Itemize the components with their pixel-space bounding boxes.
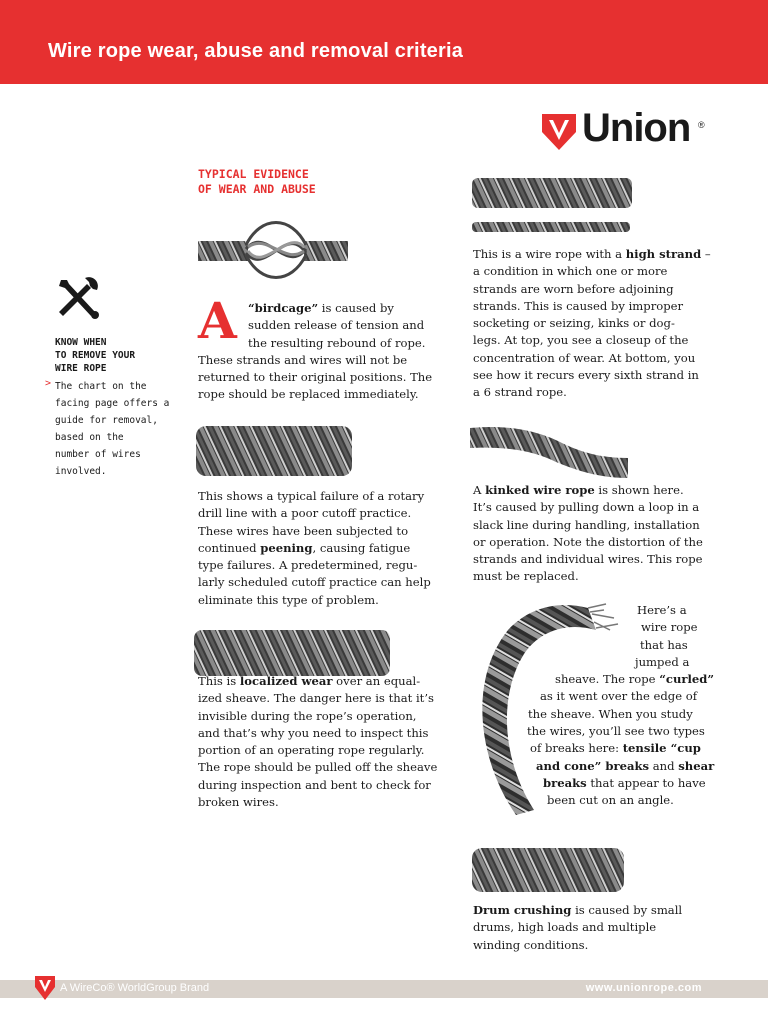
text-line: of breaks here:	[530, 741, 623, 756]
text-line: that appear to have	[586, 775, 706, 790]
text-line: Here’s a	[637, 603, 687, 617]
text-line: strands are worn before adjoining	[473, 281, 674, 296]
text-line: jumped a	[635, 654, 690, 669]
text-line: winding conditions.	[473, 937, 589, 952]
text-line: rope should be replaced immediately.	[198, 387, 419, 402]
text-line: the sheave. When you study	[528, 706, 693, 721]
text-line: and that’s why you need to inspect this	[198, 725, 429, 740]
footer-shield-icon	[34, 975, 56, 1001]
sidebar-note	[45, 276, 170, 477]
text-line: strands and individual wires. This rope	[473, 552, 703, 567]
sidebar-text-line: The chart on the	[55, 381, 147, 392]
footer-url[interactable]: www.unionrope.com	[585, 982, 702, 994]
section-heading	[198, 167, 378, 197]
chevron-right-icon: >	[45, 378, 52, 389]
text-line: the wires, you’ll see two types	[527, 724, 705, 739]
text-line: is caused by small	[571, 903, 683, 917]
text-line: It’s caused by pulling down a loop in a	[473, 500, 700, 515]
union-shield-icon	[540, 112, 578, 152]
text-line: is shown here.	[594, 483, 684, 497]
cup-cone-term: and cone” breaks	[536, 758, 650, 773]
text-line: invisible during the rope’s operation,	[198, 708, 417, 723]
text-line: sudden release of tension and	[248, 318, 425, 333]
text-line: been cut on an angle.	[547, 793, 674, 808]
text-line: type failures. A predetermined, regu-	[198, 558, 418, 573]
text-line: broken wires.	[198, 795, 279, 810]
kinked-rope-term: kinked wire rope	[485, 483, 595, 497]
localized-wear-term: localized wear	[239, 674, 333, 688]
drop-cap: A	[198, 291, 237, 350]
localized-wear-rope-image	[194, 628, 390, 678]
text-line: These strands and wires will not be	[198, 352, 408, 367]
text-line: continued	[198, 540, 261, 555]
high-strand-text	[473, 246, 743, 402]
text-line: must be replaced.	[473, 569, 579, 584]
text-line: A	[473, 483, 486, 497]
peening-term: peening	[260, 540, 313, 555]
kinked-rope-image	[470, 418, 628, 480]
text-line: –	[701, 247, 711, 261]
sidebar-title-line: KNOW WHEN	[55, 337, 107, 348]
text-line: legs. At top, you see a closeup of the	[473, 333, 689, 348]
drum-crushing-rope-image	[472, 846, 624, 894]
text-line: a 6 strand rope.	[473, 385, 567, 400]
sidebar-title	[55, 336, 165, 375]
page-footer	[0, 980, 768, 998]
shear-term: shear	[678, 758, 715, 773]
birdcage-term: “birdcage”	[248, 301, 319, 315]
text-line: or operation. Note the distortion of the	[473, 534, 703, 549]
birdcage-text	[198, 300, 448, 404]
sidebar-text-line: guide for removal,	[55, 415, 158, 426]
tools-icon	[55, 276, 103, 322]
text-line: drill line with a poor cutoff practice.	[198, 506, 412, 521]
text-line: drums, high loads and multiple	[473, 920, 657, 935]
section-heading-line1: TYPICAL EVIDENCE	[198, 167, 309, 181]
text-line: slack line during handling, installation	[473, 517, 700, 532]
drum-crushing-term: Drum crushing	[473, 903, 572, 917]
text-line: wire rope	[641, 620, 698, 635]
sidebar-title-line: TO REMOVE YOUR	[55, 350, 136, 361]
drum-crushing-text	[473, 902, 743, 954]
footer-brand-text: A WireCo® WorldGroup Brand	[60, 982, 210, 994]
text-line: is caused by	[318, 301, 394, 315]
text-line: portion of an operating rope regularly.	[198, 743, 425, 758]
text-line: sheave. The rope	[555, 672, 660, 687]
text-line: during inspection and bent to check for	[198, 777, 431, 792]
text-line: eliminate this type of problem.	[198, 592, 379, 607]
text-line: larly scheduled cutoff practice can help	[198, 575, 431, 590]
sidebar-title-line: WIRE ROPE	[55, 363, 107, 374]
sidebar-text-line: involved.	[55, 466, 107, 477]
text-line: concentration of wear. At bottom, you	[473, 350, 696, 365]
brand-name: Union	[582, 106, 691, 150]
tensile-term: tensile “cup	[622, 741, 701, 756]
birdcage-rope-image	[196, 215, 348, 283]
text-line: as it went over the edge of	[540, 689, 698, 704]
high-strand-full-image	[472, 220, 630, 234]
sidebar-text	[55, 378, 170, 480]
text-line: strands. This is caused by improper	[473, 298, 684, 313]
sidebar-text-line: based on the	[55, 432, 124, 443]
page-title: Wire rope wear, abuse and removal criteria	[48, 40, 464, 62]
text-line: This is	[198, 674, 240, 688]
text-line: This shows a typical failure of a rotary	[198, 489, 425, 503]
text-line: , causing fatigue	[312, 540, 411, 555]
curled-term: “curled”	[659, 672, 715, 687]
text-line: This is a wire rope with a	[473, 247, 626, 261]
brand-registered: ®	[698, 120, 705, 130]
kinked-rope-text	[473, 482, 743, 586]
text-line: returned to their original positions. The	[198, 370, 433, 385]
text-line: that has	[640, 637, 688, 652]
text-line: and	[649, 758, 679, 773]
drill-line-text	[198, 488, 448, 609]
text-line: socketing or seizing, kinks or dog-	[473, 316, 675, 331]
sidebar-text-line: facing page offers a	[55, 398, 170, 409]
page-header	[0, 0, 768, 84]
drill-line-rope-image	[196, 422, 352, 480]
high-strand-term: high strand	[625, 247, 702, 261]
section-heading-line2: OF WEAR AND ABUSE	[198, 182, 316, 196]
text-line: see how it recurs every sixth strand in	[473, 368, 699, 383]
text-line: The rope should be pulled off the sheave	[198, 760, 438, 775]
text-line: over an equal-	[332, 674, 421, 688]
jumped-sheave-text	[526, 602, 726, 810]
breaks-term: breaks	[543, 775, 587, 790]
text-line: the resulting rebound of rope.	[248, 335, 426, 350]
localized-wear-text	[198, 673, 448, 811]
text-line: These wires have been subjected to	[198, 523, 409, 538]
union-logo	[540, 106, 710, 154]
text-line: ized sheave. The danger here is that it’s	[198, 691, 434, 706]
high-strand-closeup-image	[472, 176, 632, 210]
sidebar-text-line: number of wires	[55, 449, 141, 460]
text-line: a condition in which one or more	[473, 264, 668, 279]
